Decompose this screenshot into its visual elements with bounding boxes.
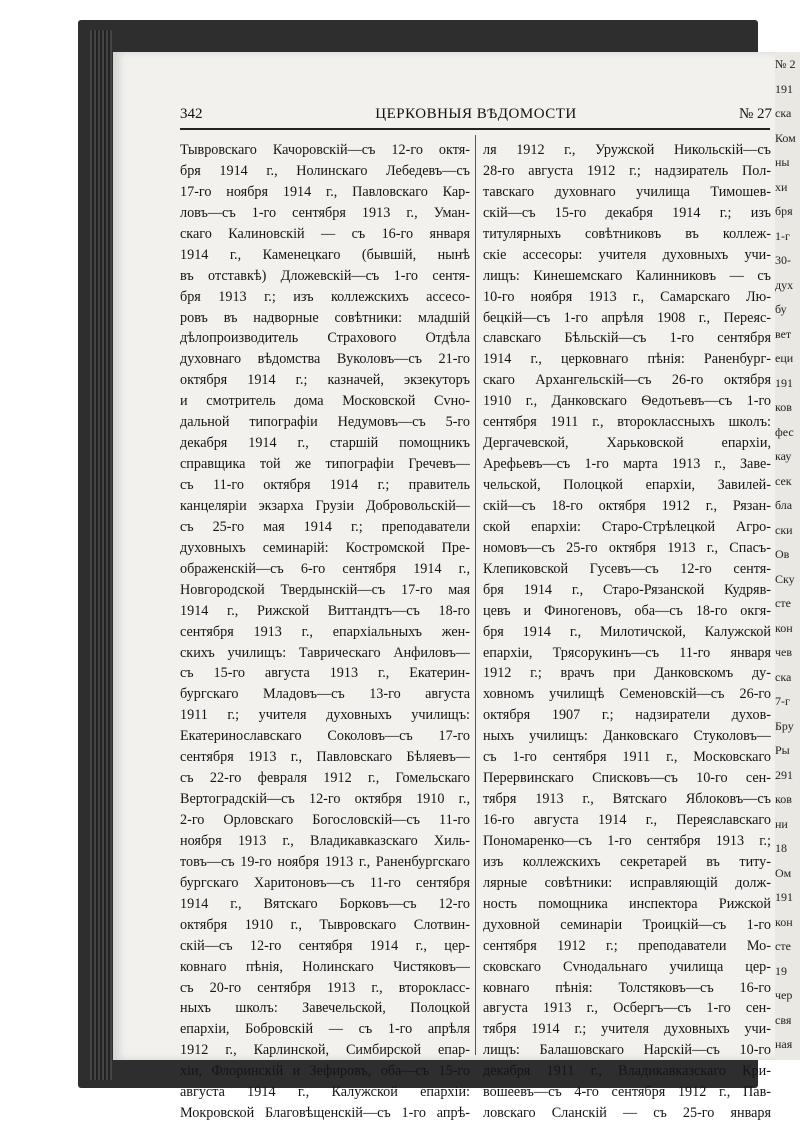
text-line: дѣлопроизводитель Страхового Отдѣла — [180, 330, 470, 347]
text-line: Новгородской Твердынскій—съ 17-го мая — [180, 581, 470, 598]
text-line: съ 11-го октября 1914 г.; правитель — [180, 477, 470, 493]
text-line: чельской, Полоцкой епархіи, Завилей- — [483, 477, 771, 493]
text-line: 1911 г.; учителя духовныхъ училищъ: — [180, 707, 470, 724]
next-page-fragment: кон — [775, 620, 793, 635]
text-line: Тывровскаго Качоровскій—съ 12-го октя- — [180, 142, 470, 158]
text-line: лищъ: Кинешемскаго Калинниковъ — съ — [483, 267, 771, 284]
next-page-fragment: ны — [775, 155, 790, 169]
text-line: ность помощника инспектора Рижской — [483, 895, 771, 912]
text-line: вошеевъ—съ 4-го сентября 1912 г., Пав- — [483, 1084, 771, 1101]
issue-number: № 27 — [738, 106, 772, 122]
text-line: 10-го ноября 1913 г., Самарскаго Лю- — [483, 288, 771, 305]
next-page-edge — [772, 52, 800, 1060]
text-line: 2-го Орловскаго Богословскій—съ 11-го — [180, 812, 470, 828]
text-line: 16-го августа 1914 г., Переяславскаго — [483, 812, 771, 828]
next-page-fragment: сте — [775, 596, 791, 610]
text-line: ховномъ училищѣ Семеновскій—съ 26-го — [483, 686, 771, 703]
text-line: бря 1914 г., Нолинскаго Лебедевъ—съ — [180, 162, 470, 179]
next-page-fragment: ков — [775, 792, 792, 806]
next-page-fragment: бря — [775, 204, 793, 218]
text-line: бря 1913 г.; изъ коллежскихъ ассесо- — [180, 288, 470, 305]
text-line: славскаго Бѣльскій—съ 1-го сентября — [483, 330, 771, 347]
text-line: ноября 1913 г., Владикавказскаго Хиль- — [180, 832, 470, 849]
text-line: Пономаренко—съ 1-го сентября 1913 г.; — [483, 832, 771, 849]
text-line: ображенскій—съ 6-го сентября 1914 г., — [180, 560, 470, 577]
text-line: скій—съ 12-го сентября 1914 г., цер- — [180, 937, 470, 954]
next-page-fragment: вет — [775, 326, 792, 341]
text-line: съ 22-го февраля 1912 г., Гомельскаго — [180, 770, 470, 787]
text-line: октября 1914 г.; казначей, экзекуторъ — [180, 372, 470, 389]
text-line: и смотритель дома Московской Сvно- — [180, 393, 470, 410]
text-line: 1912 г.; врачъ при Данковскомъ ду- — [483, 665, 771, 682]
text-line: ныхъ школъ: Завечельской, Полоцкой — [180, 1000, 470, 1017]
text-line: канцеляріи экзарха Грузіи Добровольскій— — [180, 497, 470, 514]
next-page-fragment: Ом — [775, 865, 792, 880]
text-line: епархіи, Трясорукинъ—съ 11-го января — [483, 644, 771, 661]
text-line: бургскаго Младовъ—съ 13-го августа — [180, 686, 470, 703]
text-line: товъ—съ 19-го ноября 1913 г., Раненбургскаго — [180, 853, 470, 870]
text-line: ловскаго Сланскій — съ 25-го января — [483, 1105, 771, 1122]
text-line: цевъ и Финогеновъ, оба—съ 18-го окгя- — [483, 602, 771, 619]
next-page-fragment: дух — [775, 277, 794, 292]
text-line: ковнаго пѣнія: Толстяковъ—съ 16-го — [483, 979, 771, 996]
text-line: Арефьевъ—съ 1-го марта 1913 г., Заве- — [483, 456, 771, 473]
header-rule — [180, 128, 770, 130]
text-line: тавскаго духовнаго училища Тимошев- — [483, 183, 771, 200]
text-line: бецкій—съ 1-го апрѣля 1908 г., Переяс- — [483, 309, 771, 326]
text-line: сентября 1911 г., второклассныхъ школъ: — [483, 414, 771, 431]
text-line: лищъ: Балашовскаго Нарскій—съ 10-го — [483, 1042, 771, 1059]
text-line: 1914 г., Рижской Виттандтъ—съ 18-го — [180, 602, 470, 619]
next-page-fragment: сте — [775, 939, 791, 953]
text-line: справщика той же типографіи Гречевъ— — [180, 456, 470, 473]
next-page-fragment: чев — [775, 645, 793, 659]
text-line: скаго Калиновскій — съ 16-го января — [180, 225, 470, 242]
next-page-fragment: фес — [775, 424, 794, 439]
page-number: 342 — [180, 106, 203, 122]
next-page-fragment: свя — [775, 1012, 792, 1027]
text-line: сентября 1913 г., Павловскаго Бѣляевъ— — [180, 749, 470, 766]
text-line: съ 1-го сентября 1911 г., Московскаго — [483, 749, 771, 766]
text-line: августа 1913 г., Осбергъ—съ 1-го сен- — [483, 1000, 771, 1017]
text-line: ской епархіи: Старо-Стрѣлецкой Агро- — [483, 518, 771, 535]
text-line: тября 1913 г., Вятскаго Яблоковъ—съ — [483, 791, 771, 808]
next-page-fragment: ков — [775, 400, 792, 414]
next-page-fragment: 291 — [775, 767, 793, 782]
next-page-fragment: хи — [775, 179, 788, 194]
text-line: Вертоградскій—съ 12-го октября 1910 г., — [180, 791, 470, 808]
text-line: титулярныхъ совѣтниковъ въ коллеж- — [483, 225, 771, 242]
next-page-fragment: Ры — [775, 743, 790, 757]
text-line: ковнаго пѣнія, Нолинскаго Чистяковъ— — [180, 958, 470, 975]
right-column — [483, 140, 771, 1124]
text-line: 1914 г., Вятскаго Борковъ—съ 12-го — [180, 895, 470, 912]
text-line: духовной семинаріи Троицкій—съ 1-го — [483, 916, 771, 933]
text-line: бургскаго Харитоновъ—съ 11-го сентября — [180, 874, 470, 891]
next-page-fragment: 191 — [775, 81, 793, 96]
column-divider — [475, 135, 476, 1055]
text-line: 1910 г., Данковскаго Ѳедотьевъ—съ 1-го — [483, 393, 771, 410]
next-page-fragment: сек — [775, 473, 792, 488]
text-line: дальной типографіи Недумовъ—съ 5-го — [180, 414, 470, 431]
next-page-fragment: ски — [775, 522, 793, 537]
next-page-fragment: 191 — [775, 890, 793, 904]
next-page-fragment: ная — [775, 1037, 793, 1051]
next-page-fragment: 1-г — [775, 228, 790, 243]
text-line: декабря 1911 г., Владикавказскаго Кри- — [483, 1063, 771, 1080]
text-line: августа 1914 г., Калужской епархіи: — [180, 1084, 470, 1101]
text-line: скихъ училищъ: Таврическаго Анфиловъ— — [180, 644, 470, 661]
next-page-fragment: ска — [775, 669, 792, 684]
binding-edge — [90, 30, 112, 1080]
next-page-fragment: бу — [775, 302, 787, 316]
text-line: бря 1914 г., Милотичской, Калужской — [483, 623, 771, 640]
next-page-fragment: 19 — [775, 963, 787, 978]
text-line: сковскаго Сvнодальнаго училища цер- — [483, 958, 771, 975]
text-line: октября 1907 г.; надзиратели духов- — [483, 707, 771, 724]
next-page-fragment: кон — [775, 914, 793, 929]
text-line: скіе ассесоры: учителя духовныхъ учи- — [483, 246, 771, 263]
next-page-fragment: еци — [775, 351, 794, 365]
text-line: сентября 1912 г.; преподаватели Мо- — [483, 937, 771, 954]
text-line: съ 15-го августа 1913 г., Екатерин- — [180, 665, 470, 682]
text-line: съ 20-го сентября 1913 г., второкласс- — [180, 979, 470, 996]
text-line: скій—съ 15-го декабря 1914 г.; изъ — [483, 204, 771, 221]
next-page-fragment: Ску — [775, 571, 795, 586]
next-page-fragment: № 2 — [775, 57, 796, 71]
next-page-fragment: 191 — [775, 375, 793, 390]
next-page-fragment: 7-г — [775, 694, 790, 708]
text-line: бря 1914 г., Старо-Рязанской Кудряв- — [483, 581, 771, 598]
text-line: тября 1914 г.; учителя духовныхъ учи- — [483, 1021, 771, 1038]
left-column — [180, 140, 470, 1124]
text-line: въ отставкѣ) Дложевскій—съ 1-го сентя- — [180, 267, 470, 284]
text-line: лярные совѣтники: исправляющій долж- — [483, 874, 771, 891]
text-line: ровъ въ надворные совѣтники: младшій — [180, 309, 470, 326]
next-page-fragment: Ов — [775, 547, 790, 561]
text-line: Перервинскаго Списковъ—съ 10-го сен- — [483, 770, 771, 787]
text-line: Екатеринославскаго Соколовъ—съ 17-го — [180, 728, 470, 745]
next-page-fragment: Бру — [775, 718, 794, 733]
text-line: ныхъ училищъ: Данковскаго Стуколовъ— — [483, 728, 771, 745]
next-page-fragment: Ком — [775, 130, 796, 145]
next-page-fragment: ни — [775, 816, 788, 831]
text-line: декабря 1914 г., старшій помощникъ — [180, 435, 470, 452]
text-line: изъ коллежскихъ секретарей въ титу- — [483, 853, 771, 870]
text-line: 17-го ноября 1914 г., Павловскаго Кар- — [180, 183, 470, 200]
text-line: сентября 1913 г., епархіальныхъ жен- — [180, 623, 470, 640]
next-page-fragment: чер — [775, 988, 793, 1002]
text-line: 1914 г., церковнаго пѣнія: Раненбург- — [483, 351, 771, 368]
text-line: октября 1910 г., Тывровскаго Слотвин- — [180, 916, 470, 933]
text-line: епархіи, Бобровскій — съ 1-го апрѣля — [180, 1021, 470, 1038]
text-line: скаго Архангельскій—съ 26-го октября — [483, 372, 771, 389]
text-line: духовнаго вѣдомства Вуколовъ—съ 21-го — [180, 351, 470, 368]
text-line: 1912 г., Карлинской, Симбирской епар- — [180, 1042, 470, 1059]
next-page-fragment: бла — [775, 498, 793, 512]
text-line: съ 25-го мая 1914 г.; преподаватели — [180, 518, 470, 535]
text-line: хіи, Флоринскій и Зефировъ, оба—съ 15-го — [180, 1063, 470, 1080]
text-line: номовъ—съ 25-го октября 1913 г., Спасъ- — [483, 539, 771, 556]
text-line: ловъ—съ 1-го сентября 1913 г., Уман- — [180, 204, 470, 221]
text-line: скій—съ 18-го октября 1912 г., Рязан- — [483, 497, 771, 514]
text-line: Мокровской Благовѣщенскій—съ 1-го апрѣ- — [180, 1105, 470, 1122]
text-line: 28-го августа 1912 г.; надзиратель Пол- — [483, 162, 771, 179]
text-line: Дергачевской, Харьковской епархіи, — [483, 435, 771, 452]
page-header — [180, 104, 772, 126]
text-line: Клепиковской Гусевъ—съ 12-го сентя- — [483, 560, 771, 577]
text-line: духовныхъ семинарій: Костромской Пре- — [180, 539, 470, 556]
running-title: ЦЕРКОВНЫЯ ВѢДОМОСТИ — [375, 106, 577, 122]
next-page-fragment: кау — [775, 449, 792, 463]
text-line: 1914 г., Каменецкаго (бывшій, нынѣ — [180, 246, 470, 263]
next-page-fragment: 30- — [775, 253, 791, 267]
text-line: ля 1912 г., Уружской Никольскій—съ — [483, 142, 771, 158]
next-page-fragment: 18 — [775, 841, 787, 855]
next-page-fragment: ска — [775, 106, 792, 120]
